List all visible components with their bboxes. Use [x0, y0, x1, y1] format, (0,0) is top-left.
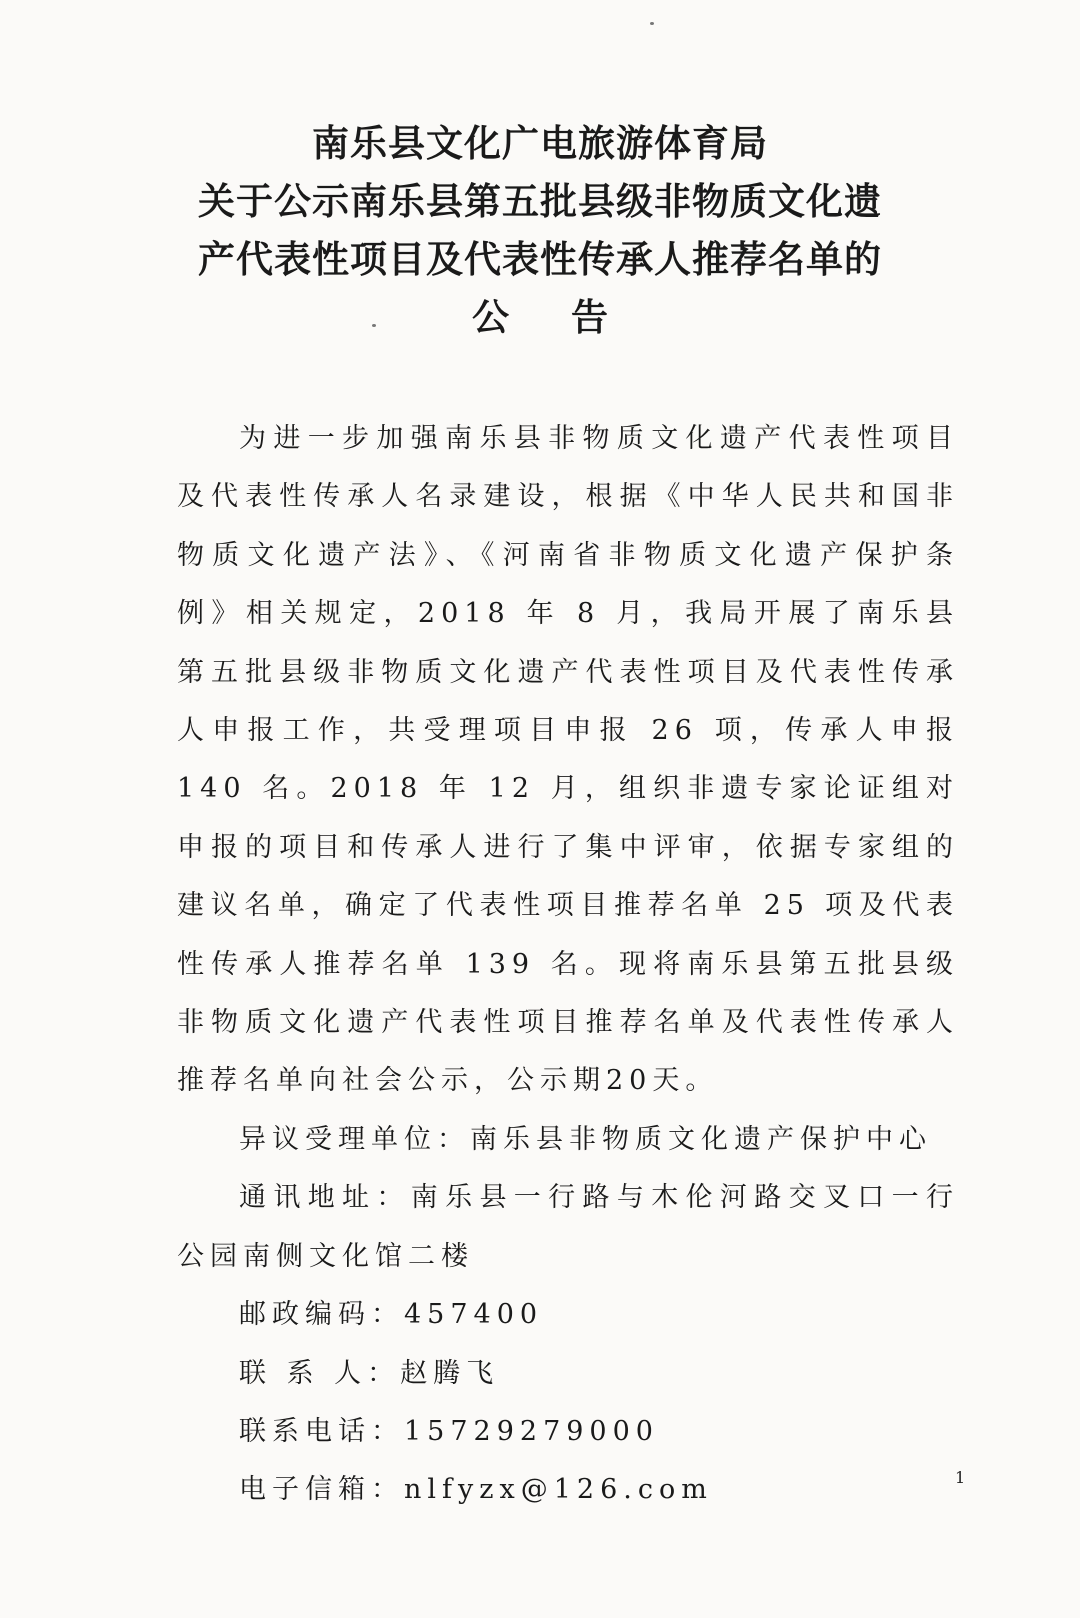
mailing-address: 通讯地址：南乐县一行路与木伦河路交叉口一行公园南侧文化馆二楼: [177, 1182, 959, 1272]
document-title: [0, 115, 1080, 347]
page-number: 1: [955, 1468, 966, 1487]
document-body: [177, 410, 959, 1520]
body-paragraph: 为进一步加强南乐县非物质文化遗产代表性项目及代表性传承人名录建设，根据《中华人民共和国非物质文化遗产法》、《河南省非物质文化遗产保护条例》相关规定，2018 年 8 月，我局开展了南乐县第五批县级非物质文化遗产代表性项目及代表性传承人申报工作，共受理项目申报 26 项，传承人申报 140 名。2018 年 12 月，组织非遗专家论证组对申报的项目和传承人进行了集中评审，依据专家组的建议名单，确定了代表性项目推荐名单 25 项及代表性传承人推荐名单 139 名。现将南乐县第五批县级非物质文化遗产代表性项目推荐名单及代表性传承人推荐名单向社会公示，公示期20天。: [177, 423, 959, 1097]
contact-email: 电子信箱：nlfyzx@126.com: [239, 1474, 713, 1506]
title-line-4: 公告: [472, 296, 670, 339]
postcode: 邮政编码：457400: [239, 1299, 544, 1331]
objection-unit: 异议受理单位：南乐县非物质文化遗产保护中心: [239, 1123, 932, 1155]
scan-speck: [650, 22, 654, 25]
contact-person: 联 系 人：赵腾飞: [239, 1357, 500, 1389]
contact-phone: 联系电话：15729279000: [239, 1415, 659, 1447]
title-line-3: 产代表性项目及代表性传承人推荐名单的: [198, 238, 882, 281]
title-line-1: 南乐县文化广电旅游体育局: [312, 122, 768, 165]
title-line-2: 关于公示南乐县第五批县级非物质文化遗: [198, 180, 882, 223]
